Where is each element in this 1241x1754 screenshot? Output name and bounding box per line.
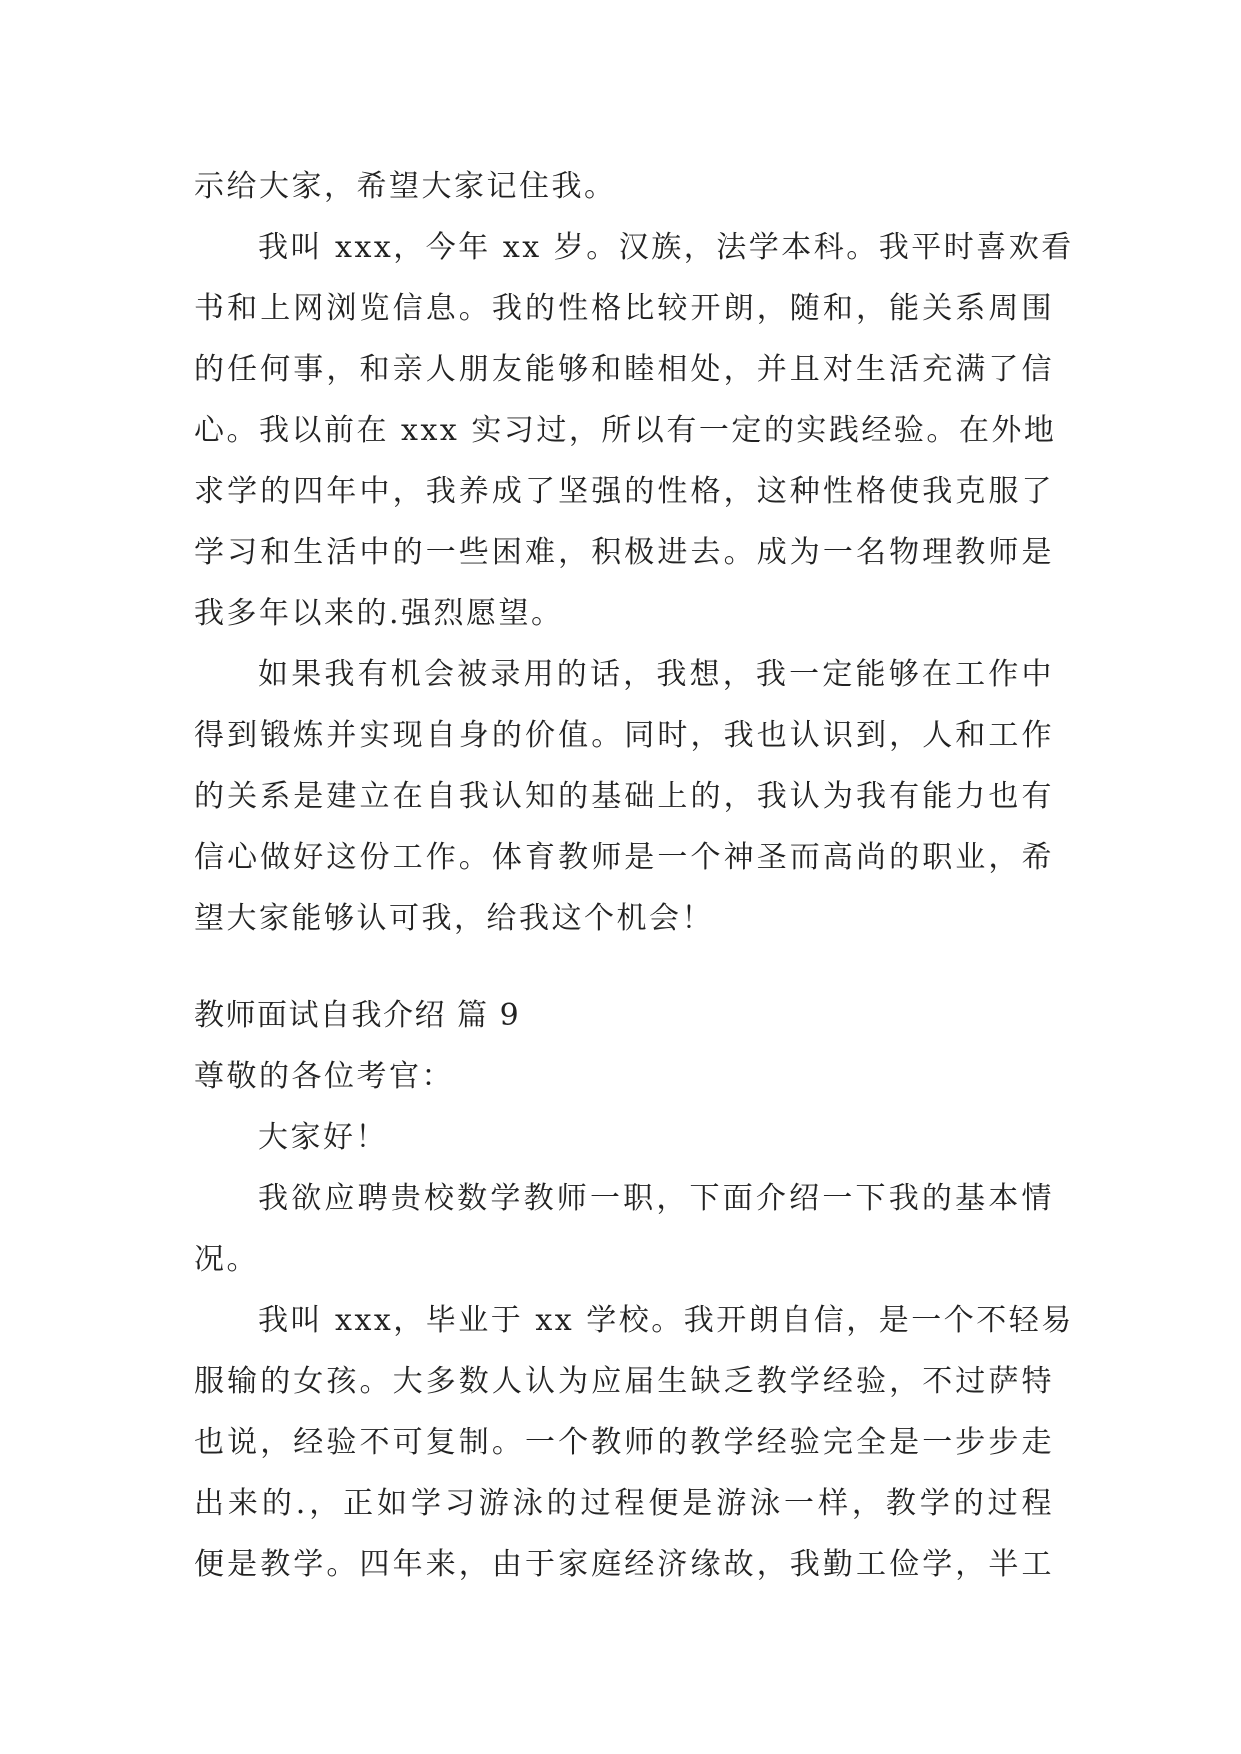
- paragraph-application: [194, 1168, 1054, 1290]
- paragraph-closing-line: [194, 156, 1054, 217]
- text-line: 我多年以来的.强烈愿望。: [194, 596, 564, 631]
- text-line: 便是教学。四年来，由于家庭经济缘故，我勤工俭学，半工: [194, 1547, 1054, 1582]
- text-line: 的关系是建立在自我认知的基础上的，我认为我有能力也有: [194, 779, 1054, 814]
- text-line: 学习和生活中的一些困难，积极进去。成为一名物理教师是: [194, 535, 1054, 570]
- document-body: [194, 156, 1074, 1595]
- text-line: 我欲应聘贵校数学教师一职，下面介绍一下我的基本情: [258, 1181, 1054, 1216]
- text-line: 也说，经验不可复制。一个教师的教学经验完全是一步步走: [194, 1425, 1054, 1460]
- paragraph-background: [194, 1290, 1074, 1595]
- section-gap: [194, 949, 1054, 985]
- text-line: 服输的女孩。大多数人认为应届生缺乏教学经验，不过萨特: [194, 1364, 1054, 1399]
- text-line: 求学的四年中，我养成了坚强的性格，这种性格使我克服了: [194, 474, 1054, 509]
- salutation: 尊敬的各位考官：: [194, 1059, 454, 1094]
- text-line: 信心做好这份工作。体育教师是一个神圣而高尚的职业，希: [194, 840, 1054, 875]
- greeting: 大家好！: [258, 1120, 388, 1155]
- text-line: 望大家能够认可我，给我这个机会！: [194, 901, 714, 936]
- text-line: 得到锻炼并实现自身的价值。同时，我也认识到，人和工作: [194, 718, 1054, 753]
- text-line: 的任何事，和亲人朋友能够和睦相处，并且对生活充满了信: [194, 352, 1054, 387]
- text-line: 如果我有机会被录用的话，我想，我一定能够在工作中: [258, 657, 1054, 692]
- text-line: 出来的.，正如学习游泳的过程便是游泳一样，教学的过程: [194, 1486, 1054, 1521]
- paragraph-self-intro: [194, 217, 1074, 644]
- section-title: 教师面试自我介绍 篇 9: [194, 998, 521, 1033]
- text-line: 我叫 xxx，今年 xx 岁。汉族，法学本科。我平时喜欢看: [258, 230, 1074, 265]
- section-heading: [194, 985, 1054, 1046]
- paragraph-aspiration: [194, 644, 1054, 949]
- text-line: 示给大家，希望大家记住我。: [194, 169, 617, 204]
- text-line: 我叫 xxx，毕业于 xx 学校。我开朗自信，是一个不轻易: [258, 1303, 1074, 1338]
- text-line: 心。我以前在 xxx 实习过，所以有一定的实践经验。在外地: [194, 413, 1057, 448]
- text-line: 书和上网浏览信息。我的性格比较开朗，随和，能关系周围: [194, 291, 1054, 326]
- text-line: 况。: [194, 1242, 259, 1277]
